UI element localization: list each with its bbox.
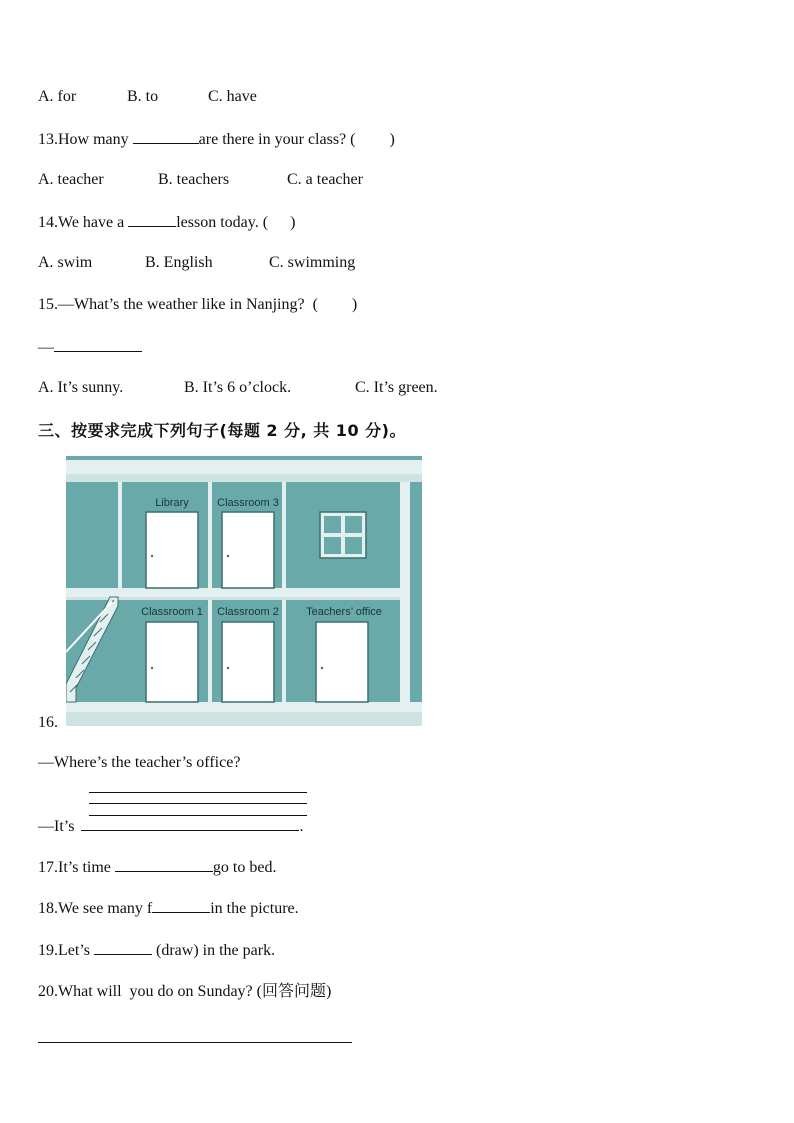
question-15 xyxy=(38,295,357,315)
q14-option-a: A. swim xyxy=(38,254,93,271)
answer-prefix: —It’s xyxy=(38,818,79,835)
answer-blank[interactable] xyxy=(133,129,199,144)
question-20 xyxy=(38,982,331,1002)
q15-option-a: A. It’s sunny. xyxy=(38,379,124,396)
question-16-number: 16. xyxy=(38,714,58,731)
q14-option-c: C. swimming xyxy=(269,254,356,271)
answer-blank[interactable] xyxy=(94,940,152,955)
library-door xyxy=(146,512,198,588)
q12-option-c: C. have xyxy=(208,88,257,105)
q13-option-b: B. teachers xyxy=(158,171,230,188)
answer-blank[interactable] xyxy=(115,857,213,872)
answer-rule[interactable] xyxy=(89,792,307,793)
q16-answer-line xyxy=(38,816,303,837)
answer-blank[interactable] xyxy=(128,212,176,227)
question-text: What will you do on Sunday? (回答问题) xyxy=(58,983,332,1000)
room-label-classroom-2: Classroom 2 xyxy=(217,606,279,618)
question-text: We have a xyxy=(58,214,129,231)
question-number: 13. xyxy=(38,131,58,148)
q15-option-b: B. It’s 6 o’clock. xyxy=(184,379,292,396)
question-13 xyxy=(38,129,395,150)
school-building-picture xyxy=(66,456,422,726)
q15-option-c: C. It’s green. xyxy=(355,379,438,396)
question-text: Let’s xyxy=(58,942,94,959)
q12-option-a: A. for xyxy=(38,88,77,105)
question-text: go to bed. xyxy=(212,859,277,876)
classroom-3-door xyxy=(222,512,274,588)
question-19 xyxy=(38,940,275,961)
question-number: 18. xyxy=(38,900,58,917)
question-text: It’s time xyxy=(58,859,115,876)
answer-blank[interactable] xyxy=(54,337,142,352)
question-number: 19. xyxy=(38,942,58,959)
room-label-classroom-1: Classroom 1 xyxy=(141,606,203,618)
section-3-heading: 三、按要求完成下列句子(每题 2 分, 共 10 分)。 xyxy=(38,421,406,440)
question-18 xyxy=(38,898,299,919)
ground-slab xyxy=(66,702,422,712)
q13-option-c: C. a teacher xyxy=(287,171,363,188)
question-number: 20. xyxy=(38,983,58,1000)
room-label-classroom-3: Classroom 3 xyxy=(217,497,279,509)
answer-blank[interactable] xyxy=(81,816,299,831)
side-wall xyxy=(400,482,410,702)
q15-answer-line xyxy=(38,337,142,358)
question-number: 17. xyxy=(38,859,58,876)
floor-slab xyxy=(66,588,400,597)
roof-edge xyxy=(66,460,422,474)
question-text: —What’s the weather like in Nanjing? ( xyxy=(58,296,318,313)
question-text: How many xyxy=(58,131,133,148)
answer-rule[interactable] xyxy=(89,803,307,804)
q14-option-b: B. English xyxy=(145,254,213,271)
answer-blank[interactable] xyxy=(152,898,210,913)
question-number: 14. xyxy=(38,214,58,231)
room-label-library: Library xyxy=(155,497,189,509)
question-17 xyxy=(38,857,276,878)
answer-dash: — xyxy=(38,339,54,356)
paren-close: ) xyxy=(290,214,296,231)
classroom-1-door xyxy=(146,622,198,702)
answer-end: . xyxy=(299,818,304,835)
room-label-teachers-office: Teachers’ office xyxy=(306,606,382,618)
question-text: We see many f xyxy=(58,900,153,917)
q20-answer-line[interactable] xyxy=(38,1042,352,1043)
classroom-2-door xyxy=(222,622,274,702)
paren-close: ) xyxy=(351,296,358,313)
question-text: (draw) in the park. xyxy=(152,942,276,959)
question-14 xyxy=(38,212,295,233)
paren-close: ) xyxy=(389,131,395,148)
q12-option-b: B. to xyxy=(127,88,159,105)
question-16-text: —Where’s the teacher’s office? xyxy=(38,754,241,771)
teachers-office-door xyxy=(316,622,368,702)
question-text: lesson today. ( xyxy=(176,214,269,231)
question-number: 15. xyxy=(38,296,58,313)
question-text: in the picture. xyxy=(210,900,299,917)
q13-option-a: A. teacher xyxy=(38,171,104,188)
question-text: are there in your class? ( xyxy=(198,131,356,148)
